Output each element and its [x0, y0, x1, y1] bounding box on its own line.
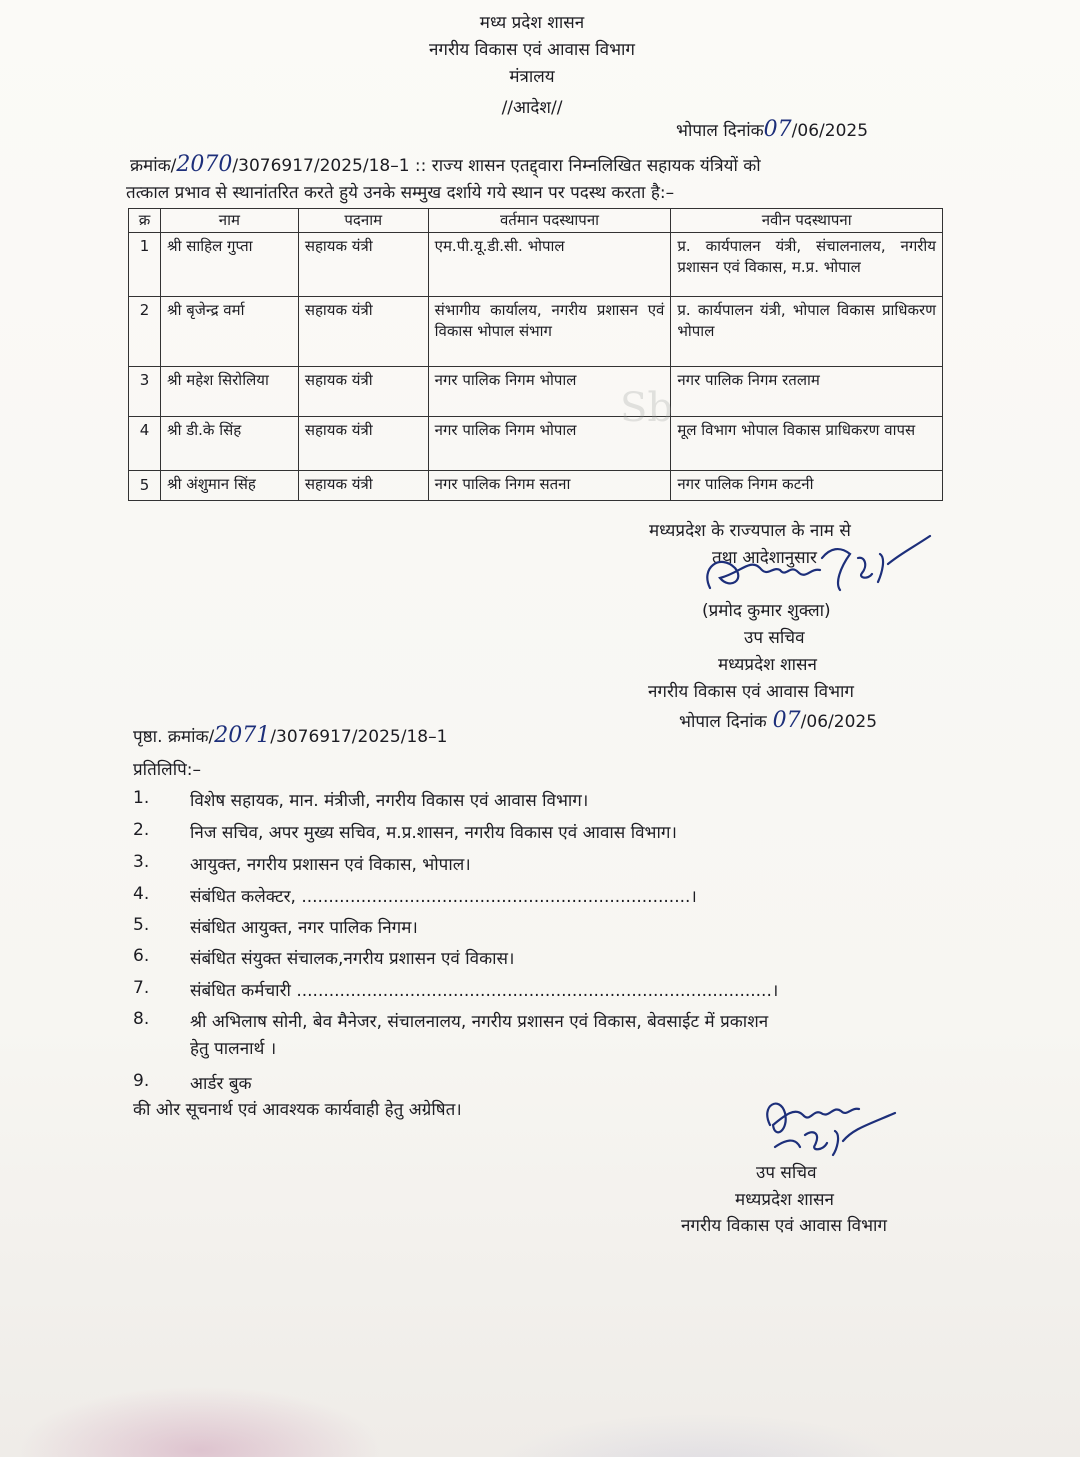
header-current-posting: वर्तमान पदस्थापना: [428, 209, 671, 233]
table-row: [129, 233, 943, 297]
header-serial: क्र: [129, 209, 161, 233]
header-government: मध्य प्रदेश शासन: [479, 13, 585, 33]
signature-date-rest: /06/2025: [800, 712, 878, 732]
forwarding-note: की ओर सूचनार्थ एवं आवश्यक कार्यवाही हेतु अग्रेषित।: [133, 1100, 462, 1120]
cell-current: संभागीय कार्यालय, नगरीय प्रशासन एवं विकास भोपाल संभाग: [428, 297, 671, 367]
list-item-continuation: हेतु पालनार्थ ।: [190, 1039, 277, 1059]
cell-designation: सहायक यंत्री: [298, 367, 428, 417]
endorsement-number-line: [133, 723, 447, 748]
list-item-number: 4.: [133, 884, 150, 904]
cell-current: नगर पालिक निगम भोपाल: [428, 417, 671, 471]
table-row: [129, 367, 943, 417]
list-item-text: संबंधित आयुक्त, नगर पालिक निगम।: [190, 918, 418, 938]
endorsement-prefix: पृष्ठा. क्रमांक/: [133, 727, 215, 747]
cell-designation: सहायक यंत्री: [298, 417, 428, 471]
list-item-text: विशेष सहायक, मान. मंत्रीजी, नगरीय विकास एवं आवास विभाग।: [190, 791, 589, 811]
signature-2: [755, 1085, 905, 1165]
list-item-number: 9.: [133, 1071, 150, 1091]
list-item-text: संबंधित कर्मचारी ........................................................................................।: [190, 981, 779, 1001]
signatory-department: नगरीय विकास एवं आवास विभाग: [648, 682, 854, 702]
watermark-text: Sb: [620, 385, 674, 431]
list-item-text: आर्डर बुक: [190, 1074, 252, 1094]
list-item-text: श्री अभिलाष सोनी, बेव मैनेजर, संचालनालय, नगरीय प्रशासन एवं विकास, बेवसाईट में प्रकाशन: [190, 1012, 769, 1032]
signatory2-title: उप सचिव: [756, 1163, 817, 1183]
cell-designation: सहायक यंत्री: [298, 233, 428, 297]
list-item-number: 6.: [133, 946, 150, 966]
list-item-text: निज सचिव, अपर मुख्य सचिव, म.प्र.शासन, नगरीय विकास एवं आवास विभाग।: [190, 823, 677, 843]
table-row: [129, 417, 943, 471]
header-ministry: मंत्रालय: [509, 67, 555, 87]
signature-date-day: 07: [772, 708, 801, 733]
signature-date-prefix: भोपाल दिनांक: [679, 712, 767, 732]
cell-current: एम.पी.यू.डी.सी. भोपाल: [428, 233, 671, 297]
order-number-line: [130, 152, 761, 177]
cell-serial: 1: [129, 233, 161, 297]
order-text-line2: तत्काल प्रभाव से स्थानांतरित करते हुये उनके सम्मुख दर्शाये गये स्थान पर पदस्थ करता है:–: [126, 183, 675, 203]
governor-name-line: मध्यप्रदेश के राज्यपाल के नाम से: [649, 521, 851, 541]
list-item-text: संबंधित संयुक्त संचालक,नगरीय प्रशासन एवं विकास।: [190, 949, 515, 969]
endorsement-number-handwritten: 2071: [214, 723, 271, 748]
signatory2-org: मध्यप्रदेश शासन: [735, 1190, 834, 1210]
list-item-number: 1.: [133, 788, 150, 808]
page-bottom-stain: [0, 1330, 1080, 1457]
table-row: [129, 297, 943, 367]
list-item-number: 7.: [133, 978, 150, 998]
cell-serial: 5: [129, 471, 161, 501]
signatory-title: उप सचिव: [744, 628, 805, 648]
list-item-text: संबंधित कलेक्टर, ........................................................................।: [190, 887, 697, 907]
signature-1: [690, 528, 940, 603]
signatory2-department: नगरीय विकास एवं आवास विभाग: [681, 1216, 887, 1236]
cell-current: नगर पालिक निगम सतना: [428, 471, 671, 501]
endorsement-suffix: /3076917/2025/18–1: [270, 727, 448, 747]
header-order-title: //आदेश//: [501, 98, 563, 118]
list-item-number: 5.: [133, 915, 150, 935]
cell-designation: सहायक यंत्री: [298, 297, 428, 367]
order-date-rest: /06/2025: [791, 121, 869, 141]
cell-new: प्र. कार्यपालन यंत्री, संचालनालय, नगरीय प्रशासन एवं विकास, म.प्र. भोपाल: [671, 233, 943, 297]
signatory-org: मध्यप्रदेश शासन: [718, 655, 817, 675]
cell-serial: 4: [129, 417, 161, 471]
cell-new: नगर पालिक निगम रतलाम: [671, 367, 943, 417]
cell-name: श्री डी.के सिंह: [160, 417, 298, 471]
order-number-suffix: /3076917/2025/18–1 :: राज्य शासन एतद्द्वारा निम्नलिखित सहायक यंत्रियों को: [232, 156, 761, 176]
cell-serial: 2: [129, 297, 161, 367]
cell-name: श्री अंशुमान सिंह: [160, 471, 298, 501]
order-number-prefix: क्रमांक/: [130, 156, 177, 176]
transfer-table: [128, 208, 943, 501]
table-header-row: [129, 209, 943, 233]
cell-name: श्री बृजेन्द्र वर्मा: [160, 297, 298, 367]
list-item-number: 3.: [133, 852, 150, 872]
signature-date: [679, 708, 877, 733]
by-order-line: तथा आदेशानुसार: [712, 548, 818, 568]
header-name: नाम: [160, 209, 298, 233]
table-row: [129, 471, 943, 501]
list-item-number: 2.: [133, 820, 150, 840]
copy-to-label: प्रतिलिपि:–: [133, 760, 201, 780]
signatory-name: (प्रमोद कुमार शुक्ला): [702, 601, 831, 621]
header-department: नगरीय विकास एवं आवास विभाग: [429, 40, 635, 60]
order-date-prefix: भोपाल दिनांक: [676, 121, 764, 141]
cell-new: प्र. कार्यपालन यंत्री, भोपाल विकास प्राधिकरण भोपाल: [671, 297, 943, 367]
cell-new: नगर पालिक निगम कटनी: [671, 471, 943, 501]
cell-serial: 3: [129, 367, 161, 417]
cell-new: मूल विभाग भोपाल विकास प्राधिकरण वापस: [671, 417, 943, 471]
list-item-number: 8.: [133, 1009, 150, 1029]
list-item-text: आयुक्त, नगरीय प्रशासन एवं विकास, भोपाल।: [190, 855, 471, 875]
order-date-day: 07: [763, 117, 792, 142]
order-date: [676, 117, 868, 142]
cell-current: नगर पालिक निगम भोपाल: [428, 367, 671, 417]
cell-designation: सहायक यंत्री: [298, 471, 428, 501]
cell-name: श्री महेश सिरोलिया: [160, 367, 298, 417]
cell-name: श्री साहिल गुप्ता: [160, 233, 298, 297]
order-number-handwritten: 2070: [176, 152, 233, 177]
header-designation: पदनाम: [298, 209, 428, 233]
header-new-posting: नवीन पदस्थापना: [671, 209, 943, 233]
